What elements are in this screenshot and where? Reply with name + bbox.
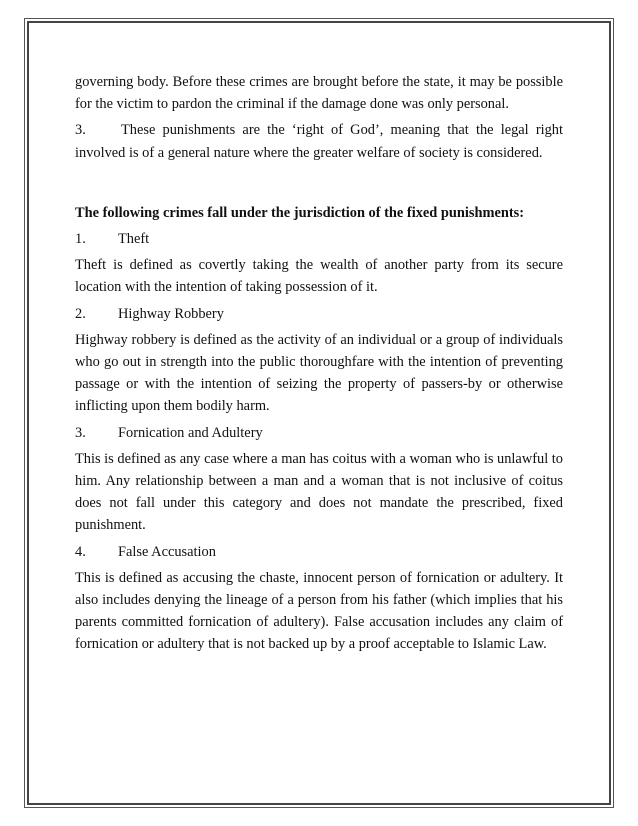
crime-4-definition: This is defined as accusing the chaste, innocent person of fornication or adultery. It also includes denying the lineage of a person from his father (which implies that his parents committed fornication of adultery). False accusation includes any claim of fornication or adultery that is not backed up by a proof acceptable to Islamic Law.: [75, 569, 563, 653]
section-heading: The following crimes fall under the jurisdiction of the fixed punishments:: [75, 204, 525, 221]
crime-3-title-row: [75, 422, 563, 444]
point-3: [75, 119, 563, 163]
crime-2-number: 2.: [75, 305, 86, 322]
crime-1-number: 1.: [75, 231, 86, 248]
crime-3-title: Fornication and Adultery: [118, 424, 263, 441]
crime-4-title-row: [75, 541, 563, 563]
crime-4-title: False Accusation: [118, 543, 216, 560]
crime-3-number: 3.: [75, 424, 86, 441]
page-content: [75, 71, 563, 656]
crime-2-definition: Highway robbery is defined as the activity of an individual or a group of individuals who go out in strength into the public thoroughfare with the intention of preventing passage or with the intention of seizing the property of passers-by or otherwise inflicting upon them bodily harm.: [75, 331, 563, 415]
point-3-number: 3.: [75, 122, 86, 139]
crime-1-definition: Theft is defined as covertly taking the wealth of another party from its secure location with the intention of taking possession of it.: [75, 257, 563, 296]
crime-2-title: Highway Robbery: [118, 305, 224, 322]
point-3-body: These punishments are the ‘right of God’, meaning that the legal right involved is of a general nature where the greater welfare of society is considered.: [75, 122, 563, 161]
crime-1-title-row: [75, 228, 563, 250]
crime-3-definition: This is defined as any case where a man has coitus with a woman who is unlawful to him. Any relationship between a man and a woman that is not inclusive of coitus does not fall under this category and does not mandate the prescribed, fixed punishment.: [75, 450, 563, 534]
crime-2-title-row: [75, 303, 563, 325]
crime-4-number: 4.: [75, 543, 86, 560]
point-3-text: [75, 119, 563, 163]
intro-paragraph: governing body. Before these crimes are brought before the state, it may be possible for the victim to pardon the criminal if the damage done was only personal.: [75, 74, 563, 113]
crime-1-title: Theft: [118, 231, 150, 248]
